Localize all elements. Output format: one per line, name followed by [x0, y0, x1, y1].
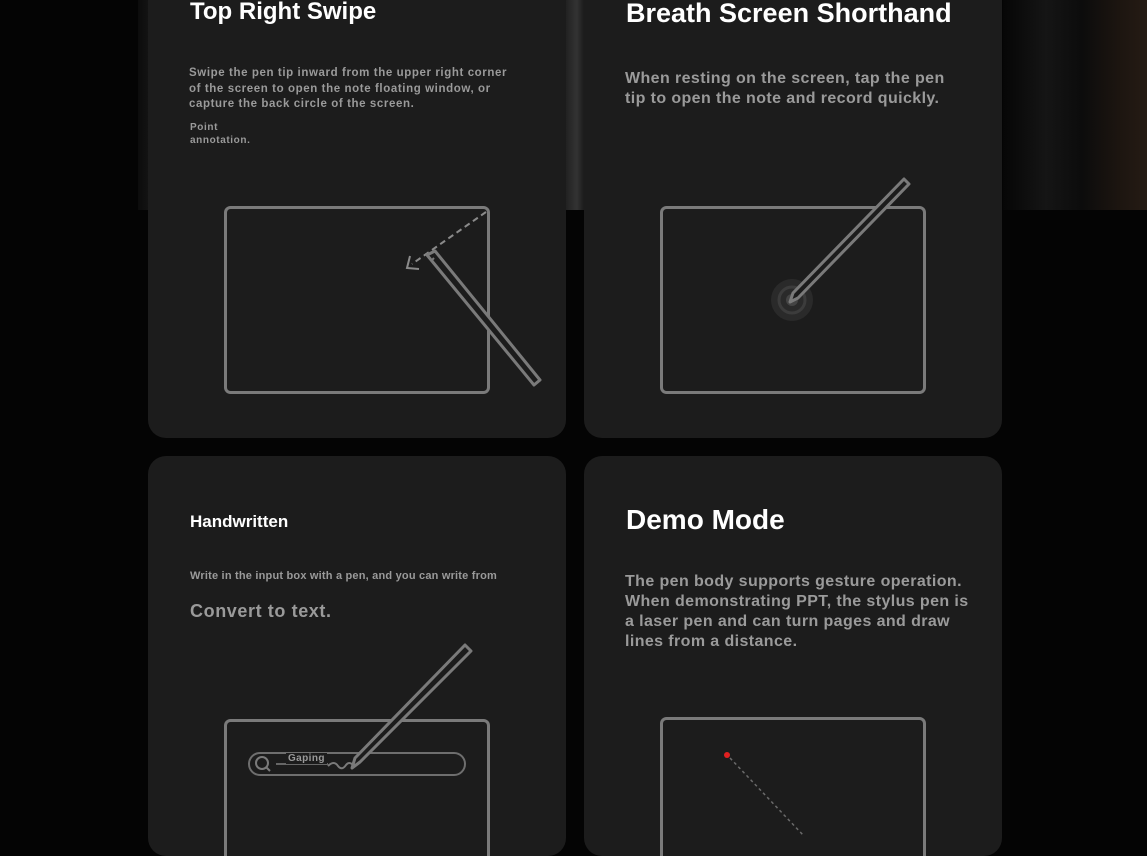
card-title: Demo Mode	[626, 504, 785, 536]
swipe-illustration	[148, 0, 566, 438]
stylus-pen-icon	[790, 179, 909, 302]
background-glow-middle	[566, 0, 584, 210]
card-title: Breath Screen Shorthand	[626, 0, 952, 29]
handwriting-illustration	[148, 456, 566, 856]
stylus-pen-icon	[352, 645, 471, 768]
feature-card-handwritten	[148, 456, 566, 856]
card-description: The pen body supports gesture operation. When demonstrating PPT, the stylus pen is a laser pen and can turn pages and draw lines from a distance.	[625, 572, 975, 652]
card-description: Swipe the pen tip inward from the upper right corner of the screen to open the note floating window, or capture the back circle of the screen.	[189, 66, 509, 113]
laser-illustration	[584, 456, 1002, 856]
card-emphasis-text: Convert to text.	[190, 601, 332, 622]
feature-card-top-right-swipe	[148, 0, 566, 438]
feature-card-demo-mode	[584, 456, 1002, 856]
feature-card-breath-screen	[584, 0, 1002, 438]
card-description: When resting on the screen, tap the pen tip to open the note and record quickly.	[625, 69, 970, 109]
stylus-pen-icon	[427, 251, 540, 385]
card-title: Handwritten	[190, 512, 288, 532]
tap-illustration	[584, 0, 1002, 438]
card-note-line-2: annotation.	[190, 134, 250, 147]
handwriting-stroke	[328, 763, 353, 768]
card-description: Write in the input box with a pen, and you can write from	[190, 569, 510, 583]
handwriting-input-text: Gaping	[286, 753, 327, 764]
laser-pointer-icon	[724, 752, 804, 836]
swipe-arrow-icon	[407, 212, 486, 269]
tablet-outline-icon	[662, 719, 925, 856]
card-note-line-1: Point	[190, 121, 218, 134]
background-glow-right	[1003, 0, 1147, 210]
tablet-outline-icon	[226, 721, 489, 856]
search-icon	[256, 757, 270, 771]
tablet-outline-icon	[226, 208, 489, 393]
card-title: Top Right Swipe	[190, 0, 376, 26]
